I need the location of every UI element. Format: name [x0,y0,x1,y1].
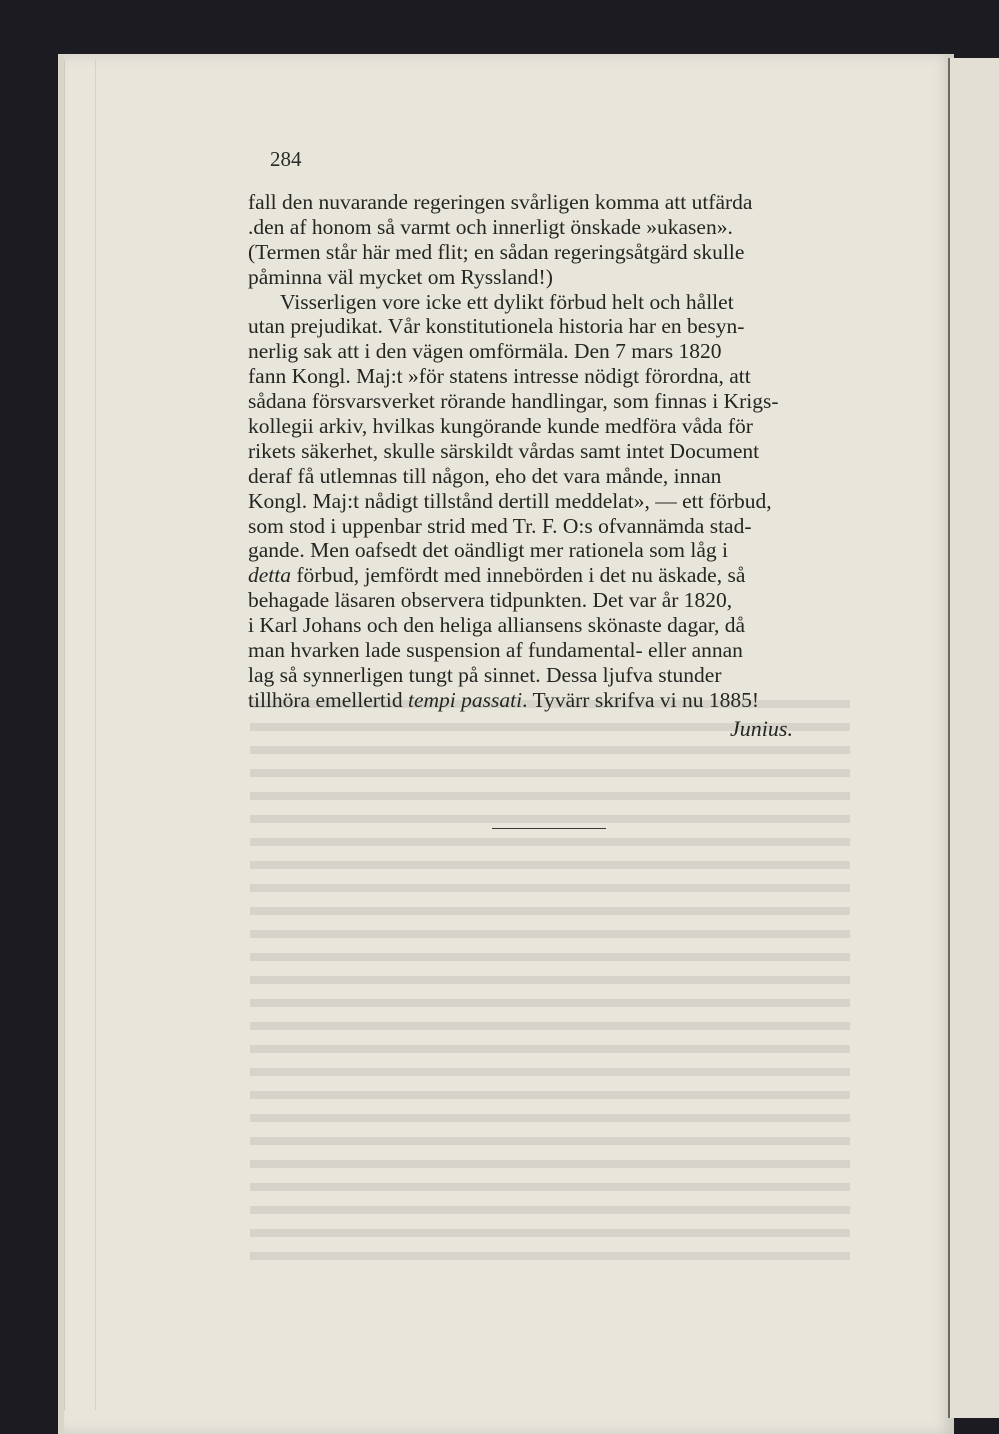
text-line: deraf få utlemnas till någon, eho det vara månde, innan [248,463,722,488]
text-span: förbud, jemfördt med innebörden i det nu äskade, så [291,563,746,588]
italic-text: detta [248,563,291,588]
text-line: utan prejudikat. Vår konstitutionela historia har en besyn- [248,314,745,339]
text-line: (Termen står här med flit; en sådan regeringsåtgärd skulle [248,239,745,264]
text-line [248,563,855,588]
text-line: .den af honom så varmt och innerligt önskade »ukasen». [248,214,733,239]
text-line: Visserligen vore icke ett dylikt förbud helt och hållet [280,289,734,314]
text-line: fann Kongl. Maj:t »för statens intresse nödigt förordna, att [248,364,751,389]
text-line: sådana försvarsverket rörande handlingar, som finnas i Krigs- [248,389,779,414]
text-line: man hvarken lade suspension af fundamental- eller annan [248,638,743,663]
text-line: nerlig sak att i den vägen omförmäla. Den 7 mars 1820 [248,339,722,364]
text-line: gande. Men oafsedt det oändligt mer rationela som låg i [248,538,729,563]
text-span: . Tyvärr skrifva vi nu 1885! [522,687,760,712]
text-line: påminna väl mycket om Ryssland!) [248,264,553,289]
text-line: kollegii arkiv, hvilkas kungörande kunde medföra våda för [248,414,753,439]
text-line: som stod i uppenbar strid med Tr. F. O:s ofvannämda stad- [248,513,752,538]
bleed-through-text [250,700,850,1260]
text-line: Kongl. Maj:t nådigt tillstånd dertill meddelat», — ett förbud, [248,488,772,513]
text-line: behagade läsaren observera tidpunkten. Det var år 1820, [248,588,733,613]
facing-page-edge [948,58,999,1418]
page-edge [64,60,96,1410]
text-line: i Karl Johans och den heliga alliansens skönaste dagar, då [248,613,746,638]
text-span: tillhöra emellertid [248,687,409,712]
text-line: rikets säkerhet, skulle särskildt vårdas samt intet Document [248,438,760,463]
page-number: 284 [270,147,302,171]
body-text [248,190,855,713]
italic-text: tempi passati [408,687,523,712]
signature: Junius. [730,716,793,741]
text-line: fall den nuvarande regeringen svårligen komma att utfärda [248,190,753,214]
text-line: lag så synnerligen tungt på sinnet. Dessa ljufva stunder [248,662,722,687]
text-line [248,688,855,713]
section-divider [492,828,606,829]
